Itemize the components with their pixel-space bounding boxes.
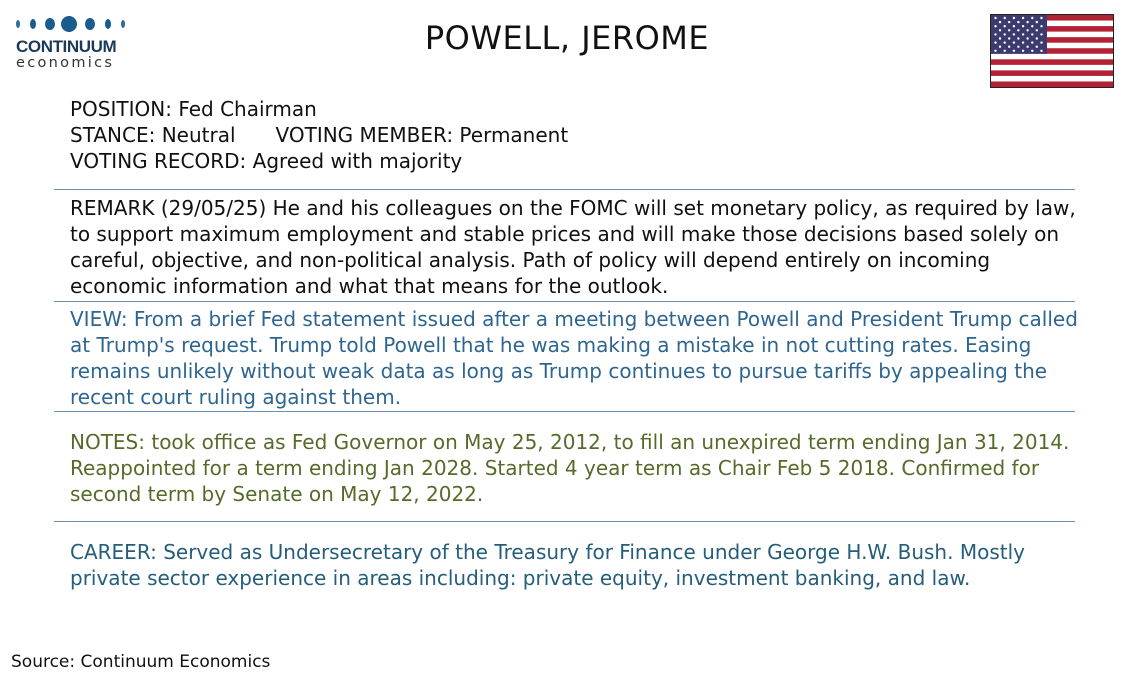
divider — [54, 301, 1075, 302]
position-value: Fed Chairman — [178, 97, 317, 121]
stance-row — [70, 122, 568, 148]
divider — [54, 521, 1075, 522]
page-title: POWELL, JEROME — [424, 19, 710, 57]
position-row — [70, 96, 568, 122]
stance-label: STANCE: — [70, 123, 156, 147]
voting-member-value: Permanent — [459, 123, 569, 147]
voting-record-value: Agreed with majority — [252, 149, 463, 173]
notes-section: NOTES: took office as Fed Governor on May 25, 2012, to fill an unexpired term ending Jan 31, 2014. Reappointed for a term ending Jan 2028. Started 4 year term as Chair Feb 5 2018. Confirmed for second term by Senate on May 12, 2022. — [70, 430, 1070, 506]
remark-section: REMARK (29/05/25) He and his colleagues on the FOMC will set monetary policy, as required by law, to support maximum employment and stable prices and will make those decisions based solely on careful, objective, and non-political analysis. Path of policy will depend entirely on incoming economic information and what that means for the outlook. — [70, 196, 1076, 298]
career-section: CAREER: Served as Undersecretary of the Treasury for Finance under George H.W. Bush. Mostly private sector experience in areas including: private equity, investment banking, and law. — [70, 540, 1025, 590]
logo-subtitle: economics — [16, 55, 115, 71]
profile-summary — [70, 96, 568, 174]
source-note: Source: Continuum Economics — [11, 652, 271, 672]
voting-record-row — [70, 148, 568, 174]
voting-member-label: VOTING MEMBER: — [275, 123, 454, 147]
divider — [54, 189, 1075, 190]
us-flag-icon — [990, 14, 1114, 88]
view-section: VIEW: From a brief Fed statement issued after a meeting between Powell and President Trump called at Trump's request. Trump told Powell that he was making a mistake in not cutting rates. Easing remains unlikely without weak data as long as Trump continues to pursue tariffs by appealing the recent court ruling against them. — [70, 307, 1078, 409]
divider — [54, 411, 1075, 412]
stance-value: Neutral — [161, 123, 236, 147]
position-label: POSITION: — [70, 97, 172, 121]
logo-wordmark: CONTINUUM — [16, 37, 117, 56]
voting-record-label: VOTING RECORD: — [70, 149, 247, 173]
